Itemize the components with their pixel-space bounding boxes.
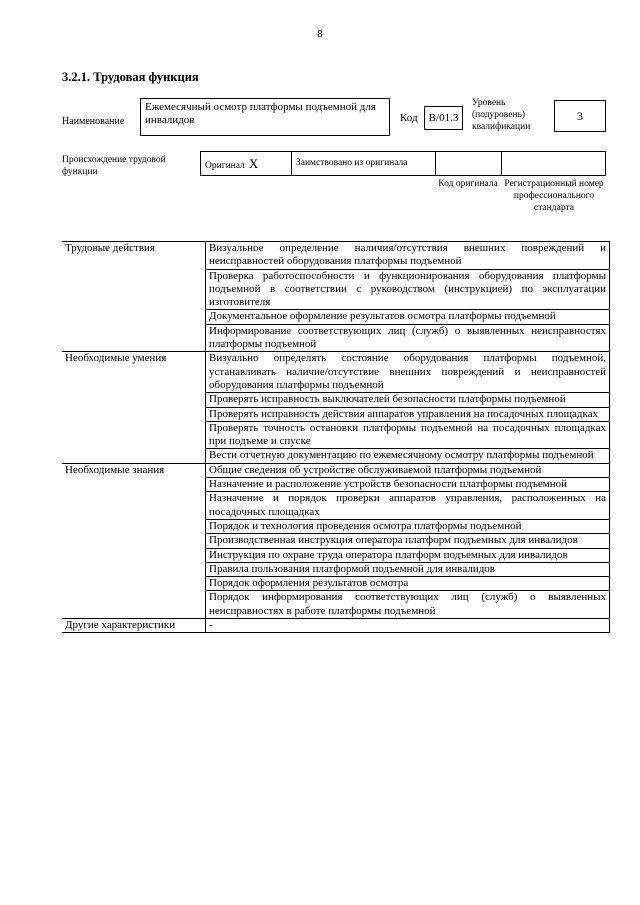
table-cell: Проверка работоспособности и функционирования оборудования платформы подъемной в соответствии с руководством (инструкцией) по эксплуатации изготовителя — [206, 269, 610, 310]
table-cell: Документальное оформление результатов осмотра платформы подъемной — [206, 310, 610, 324]
table-cell: Производственная инструкция оператора платформ подъемных для инвалидов — [206, 534, 610, 548]
table-cell: Правила пользования платформой подъемной для инвалидов — [206, 562, 610, 576]
group-title: Необходимые умения — [62, 352, 206, 463]
code-box: B/01.3 — [424, 106, 463, 130]
table-cell: Проверять исправность действия аппаратов управления на посадочных площадках — [206, 407, 610, 421]
function-name-box: Ежемесячный осмотр платформы подъемной для инвалидов — [140, 98, 390, 136]
code-caption: Код оригинала — [438, 179, 498, 189]
group-title: Необходимые знания — [62, 463, 206, 618]
table-cell: Назначение и расположение устройств безопасности платформы подъемной — [206, 478, 610, 492]
table-cell: Инструкция по охране труда оператора платформ подъемных для инвалидов — [206, 548, 610, 562]
registration-number-cell — [502, 152, 605, 175]
registration-caption: Регистрационный номер профессионального стандарта — [504, 179, 604, 213]
table-cell: Общие сведения об устройстве обслуживаемой платформы подъемной — [206, 463, 610, 477]
code-label: Код — [400, 112, 418, 124]
table-cell: Порядок оформления результатов осмотра — [206, 577, 610, 591]
original-mark: X — [248, 156, 259, 171]
group-title: Другие характеристики — [62, 619, 206, 633]
original-code-cell — [436, 152, 502, 175]
table-cell: Проверять точность остановки платформы подъемной на посадочных площадках при подъеме и спуске — [206, 421, 610, 449]
level-box: 3 — [554, 100, 606, 132]
function-table — [62, 241, 610, 633]
table-cell: Вести отчетную документацию по ежемесячному осмотру платформы подъемной — [206, 449, 610, 463]
original-cell — [201, 152, 292, 175]
table-cell: Порядок информирования соответствующих лиц (служб) о выявленных неисправностях в работе платформы подъемной — [206, 591, 610, 619]
table-cell: Порядок и технология проведения осмотра платформы подъемной — [206, 519, 610, 533]
origin-row — [200, 151, 606, 176]
table-cell: Назначение и порядок проверки аппаратов управления, расположенных на посадочных площадках — [206, 492, 610, 520]
borrowed-cell: Заимствовано из оригинала — [292, 152, 436, 175]
table-cell: - — [206, 619, 610, 633]
table-cell: Визуальное определение наличия/отсутствия внешних повреждений и неисправностей оборудования платформы подъемной — [206, 242, 610, 270]
table-row — [62, 463, 610, 477]
table-cell: Информирование соответствующих лиц (служб) о выявленных неисправностях платформы подъемной — [206, 324, 610, 352]
section-title: 3.2.1. Трудовая функция — [62, 70, 199, 84]
origin-label: Происхождение трудовой функции — [62, 155, 166, 177]
group-title: Трудовые действия — [62, 242, 206, 352]
page-number: 8 — [317, 28, 323, 40]
original-label: Оригинал — [205, 161, 245, 171]
table-cell: Проверять исправность выключателей безопасности платформы подъемной — [206, 393, 610, 407]
name-label: Наименование — [62, 116, 125, 127]
level-label: Уровень (подуровень) квалификации — [472, 98, 531, 132]
table-cell: Визуально определять состояние оборудования платформы подъемной, устанавливать наличие/отсутствие внешних повреждений и неисправностей оборудования платформы подъемной — [206, 352, 610, 393]
table-row — [62, 242, 610, 270]
table-row — [62, 352, 610, 393]
table-row — [62, 619, 610, 633]
